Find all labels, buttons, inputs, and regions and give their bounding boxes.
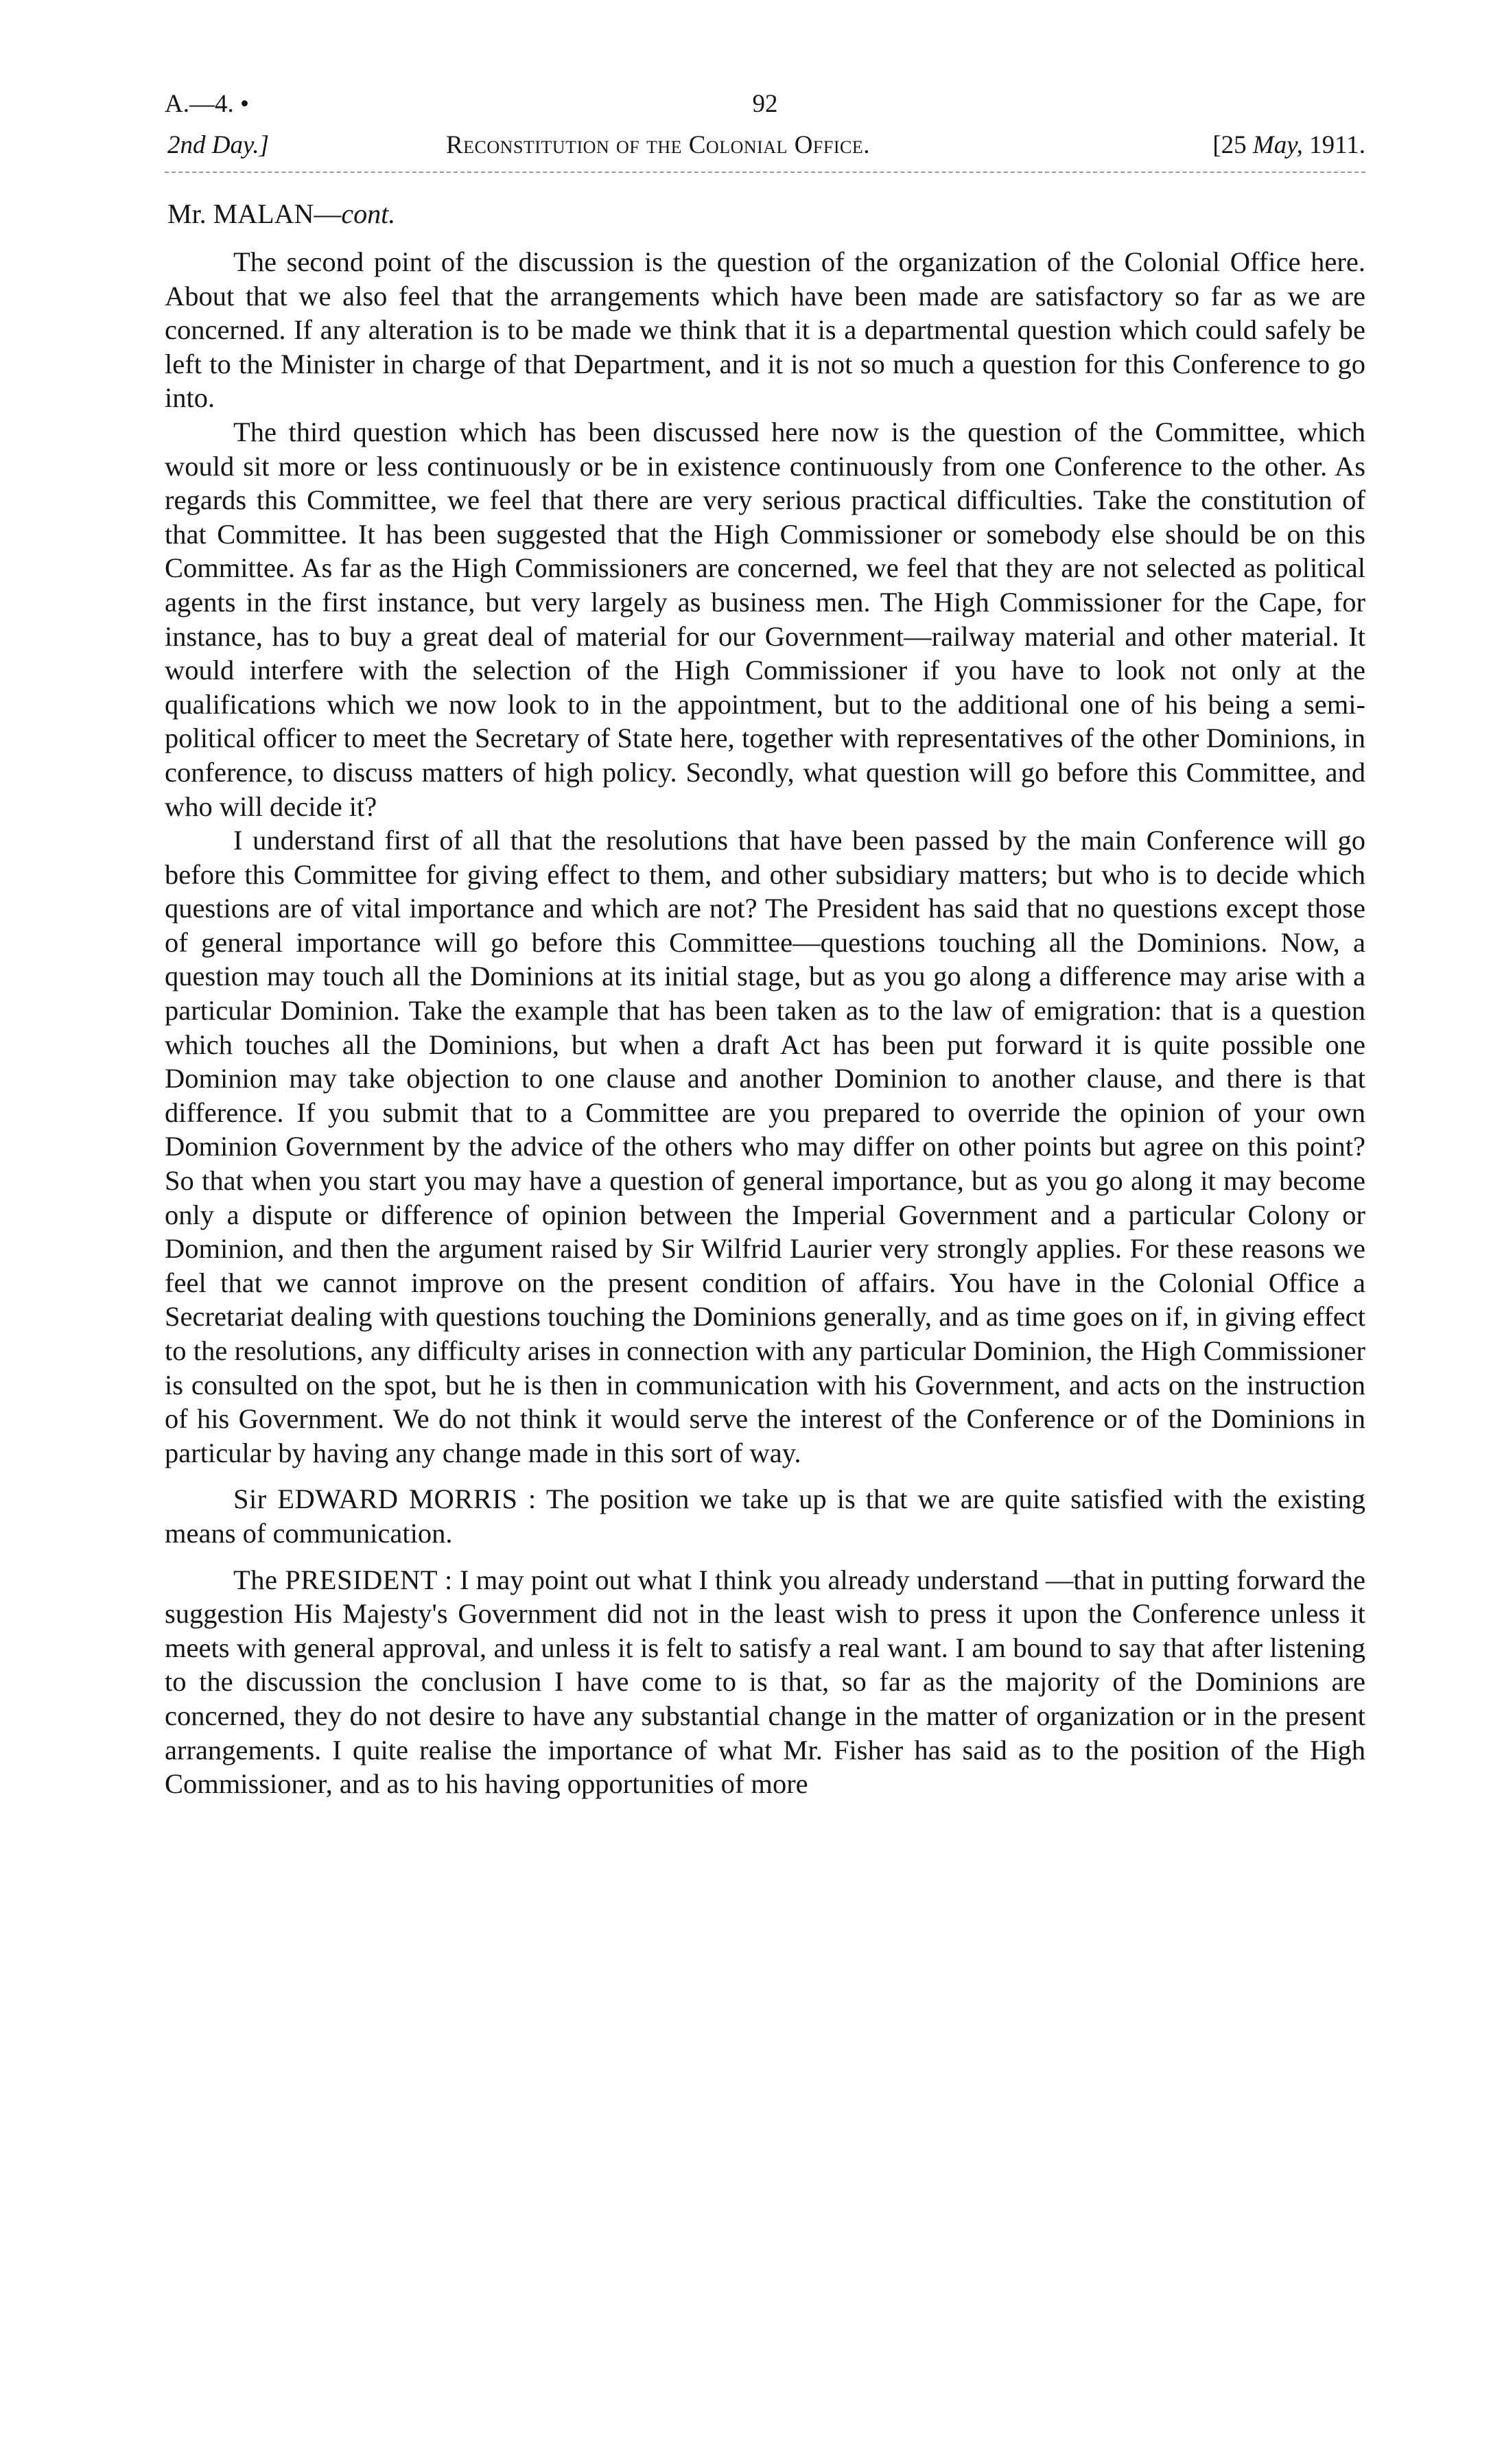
- speech-president-text: I may point out what I think you already understand —that in putting forward the suggestion His Majesty's Government did not in the least wish to press it upon the Conference unless it meets with general approval, and unless it is felt to satisfy a real want. I am bound to say that after listening to the discussion the conclusion I have come to is that, so far as the majority of the Dominions are concerned, they do not desire to have any substantial change in the matter of organization or in the present arrangements. I quite realise the importance of what Mr. Fisher has said as to the position of the High Commissioner, and as to his having opportunities of more: [165, 1564, 1365, 1800]
- speaker-continuation: [167, 198, 1365, 230]
- speaker-morris: Sir EDWARD MORRIS :: [233, 1483, 537, 1515]
- page-number: 92: [752, 90, 778, 118]
- sitting-date: [1212, 130, 1365, 160]
- speaker-president: The PRESIDENT :: [233, 1564, 453, 1595]
- continuation-marker: cont.: [341, 198, 396, 229]
- paragraph: The second point of the discussion is the question of the organization of the Colonial Office here. About that we also feel that the arrangements which have been made are satisfactory so far as we are concerned. If any alteration is to be made we think that it is a departmental question which could safely be left to the Minister in charge of that Department, and it is not so much a question for this Conference to go into.: [165, 246, 1365, 414]
- paragraph: The third question which has been discussed here now is the question of the Committee, which would sit more or less continuously or be in existence continuously from one Conference to the other. As regards this Committee, we feel that there are very serious practical difficulties. Take the constitution of that Committee. It has been suggested that the High Commissioner or somebody else should be on this Committee. As far as the High Commissioners are concerned, we feel that they are not selected as political agents in the first instance, but very largely as business men. The High Commissioner for the Cape, for instance, has to buy a great deal of material for our Government—railway material and other material. It would interfere with the selection of the High Commissioner if you have to look not only at the qualifications which we now look to in the appointment, but to the additional one of his being a semi-political officer to meet the Secretary of State here, together with representatives of the other Dominions, in conference, to discuss matters of high policy. Secondly, what question will go before this Committee, and who will decide it?: [165, 416, 1365, 822]
- sitting-day: 2nd Day.]: [167, 131, 269, 159]
- date-month: May,: [1252, 131, 1303, 159]
- speech-president: [165, 1563, 1365, 1801]
- date-year: 1911.: [1309, 131, 1365, 159]
- header-rule: [165, 172, 1365, 173]
- section-title: Reconstitution of the Colonial Office.: [446, 131, 870, 159]
- speaker-name: Mr. MALAN—: [167, 198, 342, 229]
- section-header: [165, 130, 1365, 185]
- date-day: [25: [1212, 131, 1247, 159]
- document-page: [165, 82, 1365, 1801]
- speech-morris-text: The position we take up is that we are quite satisfied with the existing means of communication.: [165, 1483, 1365, 1549]
- section-reference: A.—4. •: [165, 90, 249, 118]
- speech-morris: [165, 1482, 1365, 1550]
- running-head: [165, 82, 1365, 130]
- body-text: [165, 245, 1365, 1801]
- paragraph: I understand first of all that the resolutions that have been passed by the main Conference will go before this Committee for giving effect to them, and other subsidiary matters; but who is to decide which questions are of vital importance and which are not? The President has said that no questions except those of general importance will go before this Committee—questions touching all the Dominions. Now, a question may touch all the Dominions at its initial stage, but as you go along a difference may arise with a particular Dominion. Take the example that has been taken as to the law of emigration: that is a question which touches all the Dominions, but when a draft Act has been put forward it is quite possible one Dominion may take objection to one clause and another Dominion to another clause, and there is that difference. If you submit that to a Committee are you prepared to override the opinion of your own Dominion Government by the advice of the others who may differ on other points but agree on this point? So that when you start you may have a question of general importance, but as you go along it may become only a dispute or difference of opinion between the Imperial Government and a particular Colony or Dominion, and then the argument raised by Sir Wilfrid Laurier very strongly applies. For these reasons we feel that we cannot improve on the present condition of affairs. You have in the Colonial Office a Secretariat dealing with questions touching the Dominions generally, and as time goes on if, in giving effect to the resolutions, any difficulty arises in connection with any particular Dominion, the High Commissioner is consulted on the spot, but he is then in communication with his Government, and acts on the instruction of his Government. We do not think it would serve the interest of the Conference or of the Dominions in particular by having any change made in this sort of way.: [165, 825, 1365, 1468]
